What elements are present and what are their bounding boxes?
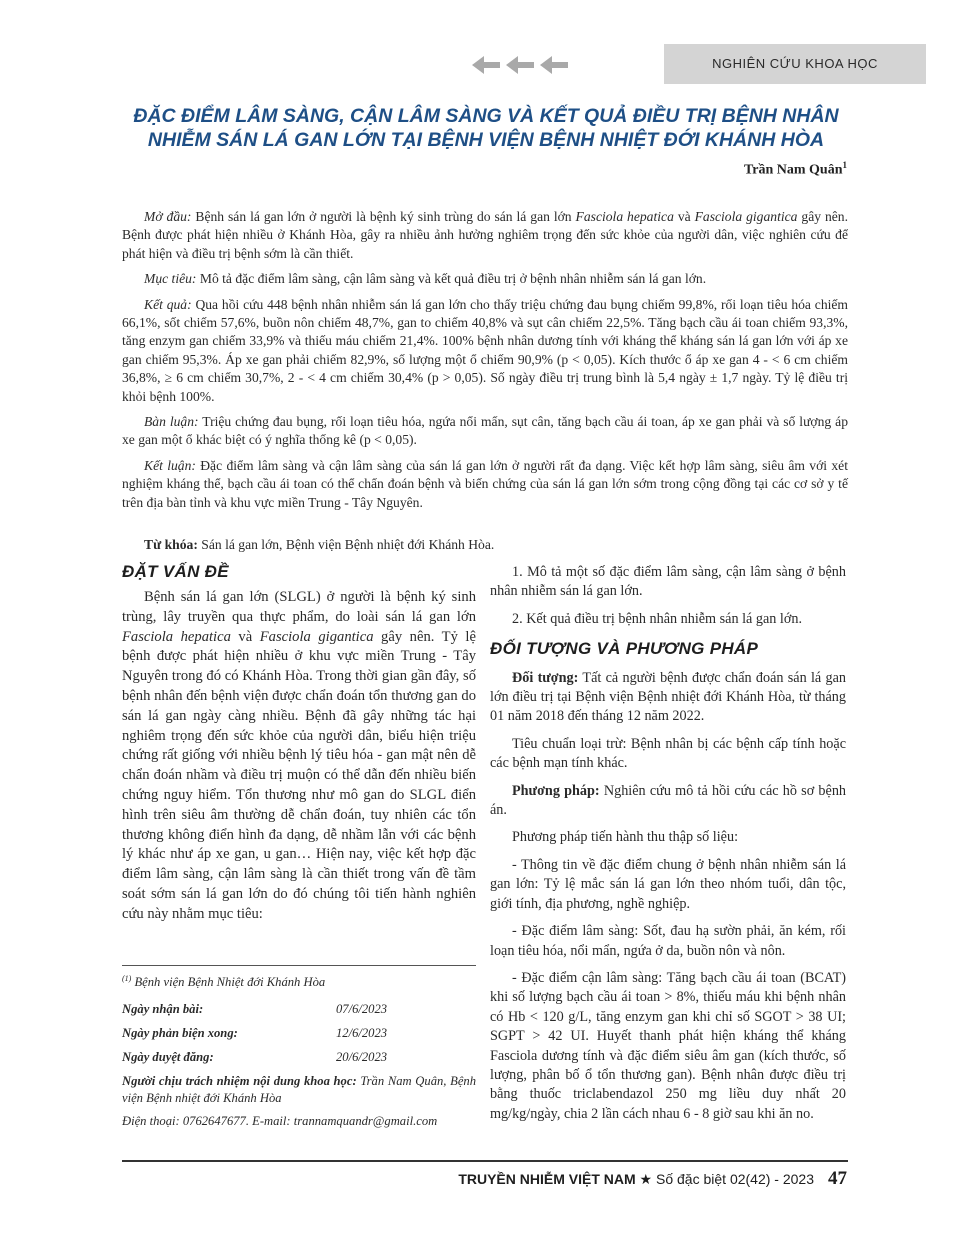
responsible-text: Trần Nam Quân, Bệnh viện Bệnh nhiệt đới Khánh Hòa	[122, 1074, 476, 1106]
page-number: 47	[828, 1168, 847, 1189]
keywords	[144, 537, 844, 553]
label-objective: Mục tiêu:	[144, 271, 197, 287]
label-conclusion: Kết luận:	[144, 457, 196, 473]
right-column	[490, 563, 846, 1132]
affiliation-text: Bệnh viện Bệnh Nhiệt đới Khánh Hòa	[131, 975, 326, 990]
abstract-conclusion	[122, 457, 848, 512]
affiliation	[122, 970, 476, 991]
accepted-date: 20/6/2023	[336, 1049, 388, 1064]
method-item-2: - Đặc điểm lâm sàng: Sốt, đau hạ sườn phải, ăn kém, rối loạn tiêu hóa, nổi mẩn, ngứa ở da, buồn nôn và nôn.	[490, 923, 846, 959]
author-name: Trần Nam Quân	[743, 162, 843, 178]
introduction-body	[122, 588, 476, 925]
section-label: NGHIÊN CỨU KHOA HỌC	[712, 56, 878, 71]
received-date: 07/6/2023	[336, 1001, 388, 1016]
section-heading-introduction: ĐẶT VẤN ĐỀ	[122, 562, 229, 581]
exclusion-criteria: Tiêu chuẩn loại trừ: Bệnh nhân bị các bệnh cấp tính hoặc các bệnh mạn tính khác.	[490, 735, 846, 772]
arrow-left-icon	[472, 54, 568, 76]
method-item-3: - Đặc điểm cận lâm sàng: Tăng bạch cầu ái toan (BCAT) khi số lượng bạch cầu ái toan > 8%, thiếu máu khi bệnh nhân có Hb < 120 g/L, tăng enzym gan khi chỉ số SGOT > 38 UI; SGPT > 42 UI. Huyết thanh phát hiện kháng thể kháng Fasciola dương tính và đặc điểm siêu âm gan (kích thước, số lượng, phân bố ổ tổn thương gan). Bệnh nhân được điều trị bằng thuốc triclabendazol 250 mg liều duy nhất 20 mg/kg/ngày, chia 2 lần cách nhau 6 - 8 giờ sau khi ăn no.	[490, 969, 846, 1122]
footnotes	[122, 970, 476, 1130]
abstract	[122, 208, 848, 519]
abstract-results	[122, 296, 848, 406]
label-results: Kết quả:	[144, 296, 192, 312]
star-icon: ★	[635, 1171, 656, 1187]
responsible-label: Người chịu trách nhiệm nội dung khoa học:	[122, 1074, 357, 1089]
label: Đối tượng:	[512, 669, 579, 686]
species: Fasciola hepatica	[122, 628, 231, 645]
abstract-discussion	[122, 413, 848, 450]
method-item-1: - Thông tin về đặc điểm chung ở bệnh nhân nhiễm sán lá gan lớn: Tỷ lệ mắc sán lá gan lớn theo nhóm tuổi, dân tộc, giới tính, địa phương, nghề nghiệp.	[490, 856, 846, 912]
text: Đặc điểm lâm sàng và cận lâm sàng của sán lá gan lớn ở người rất đa dạng. Việc kết hợp lâm sàng, siêu âm với xét nghiệm kháng thể, bạch cầu ái toan có thể chẩn đoán bệnh và biến chứng của sán lá gan lớn sớm trong cộng đồng tại các cơ sở y tế trên địa bàn tỉnh và khu vực miền Trung - Tây Nguyên.	[122, 457, 848, 510]
footnote-divider	[122, 965, 476, 966]
article-title: ĐẶC ĐIỂM LÂM SÀNG, CẬN LÂM SÀNG VÀ KẾT QUẢ ĐIỀU TRỊ BỆNH NHÂN NHIỄM SÁN LÁ GAN LỚN TẠI BỆNH VIỆN BỆNH NHIỆT ĐỚI KHÁNH HÒA	[133, 105, 839, 151]
abstract-objective	[122, 270, 848, 288]
keywords-text: Sán lá gan lớn, Bệnh viện Bệnh nhiệt đới Khánh Hòa.	[197, 537, 495, 552]
text: Mô tả đặc điểm lâm sàng, cận lâm sàng và kết quả điều trị ở bệnh nhân nhiễm sán lá gan lớn.	[196, 271, 707, 287]
species: Fasciola gigantica	[694, 209, 798, 224]
text: Qua hồi cứu 448 bệnh nhân nhiễm sán lá gan lớn cho thấy triệu chứng đau bụng chiếm 99,8%, rối loạn tiêu hóa chiếm 66,1%, sốt chiếm 57,6%, buồn nôn chiếm 48,7%, gan to chiếm 40,8% và sụt cân chiếm 22,5%. Tăng bạch cầu ái toan chiếm 93,3%, tăng enzym gan chiếm 33,9% và thiếu máu chiếm 21,4%. 100% bệnh nhân dương tính với kháng thể kháng sán lá gan lớn với áp xe gan chiếm 95,3%. Áp xe gan phải chiếm 82,9%, số lượng một ổ chiếm 90,9% (p < 0,05). Kích thước ổ áp xe gan 4 - < 6 cm chiếm 36,8%, ≥ 6 cm chiếm 30,7%, 2 - < 4 cm chiếm 30,4% (p > 0,05). Số ngày điều trị trung bình là 5,4 ngày ± 1,7 ngày. Tỷ lệ điều trị khỏi bệnh 100%.	[122, 296, 848, 404]
accepted-row	[122, 1045, 476, 1069]
introduction-paragraph	[122, 588, 476, 925]
species: Fasciola hepatica	[575, 209, 674, 224]
text: Tất cả người bệnh được chẩn đoán sán lá gan lớn điều trị tại Bệnh viện Bệnh nhiệt đới Khánh Hòa, từ tháng 01 năm 2018 đến tháng 12 năm 2022.	[490, 669, 846, 725]
text: Triệu chứng đau bụng, rối loạn tiêu hóa, ngứa nổi mẩn, sụt cân, tăng bạch cầu ái toan, áp xe gan phải và số lượng áp xe gan một ổ khác biệt có ý nghĩa thống kê (p < 0,05).	[122, 414, 848, 448]
reviewed-row	[122, 1021, 476, 1045]
footer-divider	[122, 1160, 848, 1162]
received-row	[122, 997, 476, 1021]
text: Nghiên cứu mô tả hồi cứu các hồ sơ bệnh án.	[490, 782, 847, 819]
issue-info: Số đặc biệt 02(42) - 2023	[656, 1171, 814, 1187]
text: Bệnh sán lá gan lớn ở người là bệnh ký sinh trùng do sán lá gan lớn	[191, 209, 576, 224]
affiliation-marker: (1)	[122, 974, 132, 983]
species: Fasciola gigantica	[259, 628, 374, 645]
data-collection: Phương pháp tiến hành thu thập số liệu:	[512, 829, 739, 846]
author-affiliation-marker: 1	[842, 160, 847, 170]
reviewed-label: Ngày phản biện xong:	[122, 1025, 238, 1040]
keywords-label: Từ khóa:	[144, 537, 198, 552]
contact-info: Điện thoại: 0762647677. E-mail: trannamquandr@gmail.com	[122, 1114, 438, 1129]
label-intro: Mở đầu:	[144, 209, 192, 224]
text: gây nên. Tỷ lệ bệnh được phát hiện nhiều ở khu vực miền Trung - Tây Nguyên trong đó có Khánh Hòa. Trong thời gian gần đây, số bệnh nhân đến bệnh viện được chẩn đoán tổn thương gan do sán lá gan ngày càng nhiều. Bệnh đã gây những tác hại nghiêm trọng đến sức khỏe của người dân, biểu hiện triệu chứng rất giống với nhiều bệnh lý tiêu hóa - gan mật nên dễ chẩn đoán nhầm và điều trị muộn có thể dẫn đến nhiều biến chứng nguy hiểm. Tổn thương như mô gan do SLGL điển hình trên siêu âm thường dễ chẩn đoán, tuy nhiên các tổn thương không điển hình đa dạng, dễ nhầm lẫn với các bệnh lý khác như áp xe gan, u gan… Hiện nay, việc kết hợp đặc điểm lâm sàng, cận lâm sàng là cần thiết trong vấn đề tầm soát sớm sán lá gan lớn do đó chúng tôi tiến hành nghiên cứu này nhằm mục tiêu:	[122, 628, 476, 922]
page-footer	[458, 1168, 847, 1190]
journal-name: TRUYỀN NHIỄM VIỆT NAM	[458, 1171, 636, 1187]
responsible-person	[122, 1073, 476, 1107]
reviewed-date: 12/6/2023	[336, 1025, 388, 1040]
objective-1: 1. Mô tả một số đặc điểm lâm sàng, cận lâm sàng ở bệnh nhân nhiễm sán lá gan lớn.	[490, 564, 846, 600]
accepted-label: Ngày duyệt đăng:	[122, 1049, 214, 1064]
text: và	[673, 209, 695, 224]
text: Bệnh sán lá gan lớn (SLGL) ở người là bệnh ký sinh trùng, lây truyền qua thực phẩm, do loài sán lá gan lớn	[122, 589, 476, 625]
text: và	[230, 628, 260, 645]
objective-2: 2. Kết quả điều trị bệnh nhân nhiễm sán lá gan lớn.	[512, 610, 802, 627]
abstract-intro	[122, 208, 848, 263]
section-header-bar	[664, 44, 926, 84]
label-discussion: Bàn luận:	[144, 414, 199, 430]
label: Phương pháp:	[512, 782, 600, 799]
author	[744, 160, 847, 179]
method	[490, 782, 846, 821]
received-label: Ngày nhận bài:	[122, 1001, 204, 1016]
section-heading-methods: ĐỐI TƯỢNG VÀ PHƯƠNG PHÁP	[490, 639, 759, 659]
subjects	[490, 669, 846, 727]
text: gây nên. Bệnh được phát hiện nhiều ở Khánh Hòa, gây ra nhiều ảnh hưởng nghiêm trọng đến sức khỏe của người dân, việc nghiên cứu để phát hiện và điều trị bệnh sớm là cần thiết.	[122, 209, 848, 261]
